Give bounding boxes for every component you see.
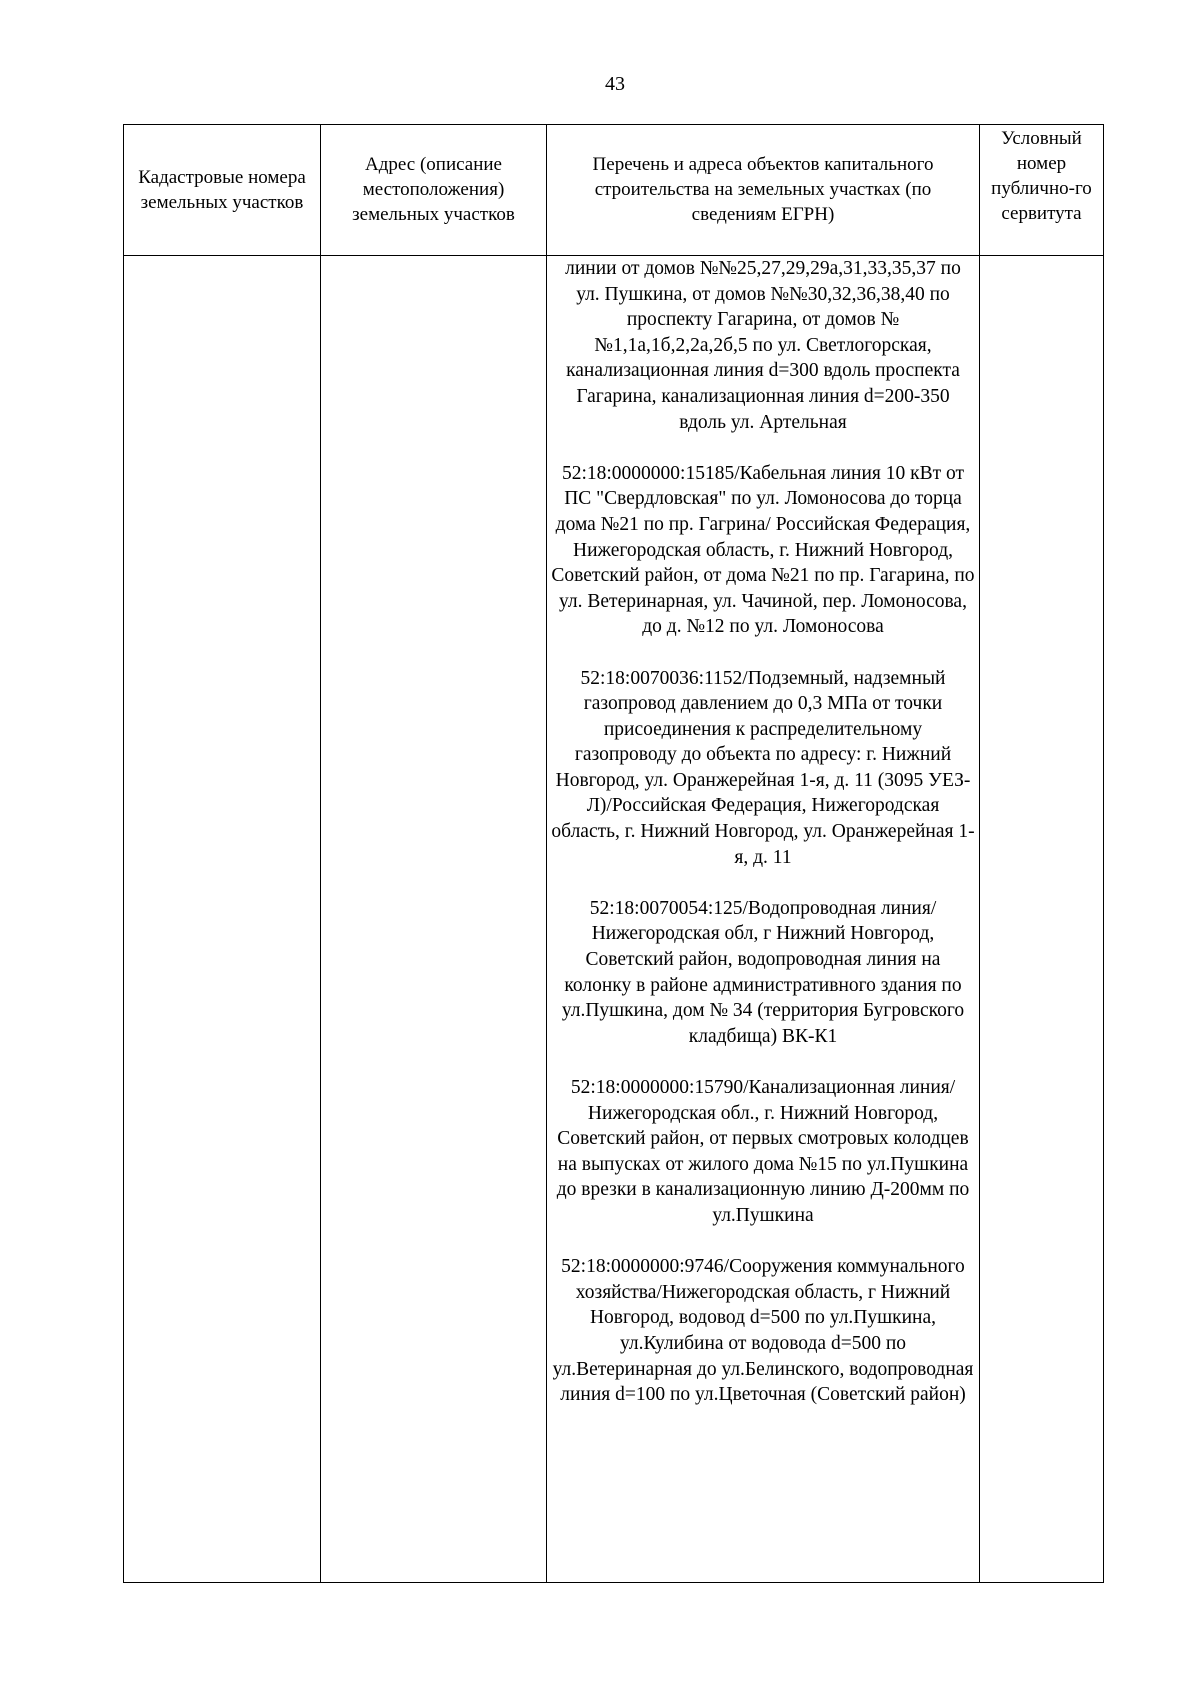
servitude-registry-table bbox=[123, 124, 1104, 1583]
page-number: 43 bbox=[605, 73, 625, 95]
header-cadastral-numbers bbox=[124, 125, 321, 256]
object-entry: 52:18:0000000:9746/Сооружения коммунального хозяйства/Нижегородская область, г Нижний Новгород, водовод d=500 по ул.Пушкина, ул.Кулибина от водовода d=500 по ул.Ветеринарная до ул.Белинского, водопроводная линия d=100 по ул.Цветочная (Советский район) bbox=[552, 1256, 974, 1406]
header-objects-label: Перечень и адреса объектов капитального строительства на земельных участках (по сведениям ЕГРН) bbox=[592, 154, 934, 225]
object-entry: 52:18:0070036:1152/Подземный, надземный газопровод давлением до 0,3 МПа от точки присоединения к распределительному газопроводу до объекта по адресу: г. Нижний Новгород, ул. Оранжерейная 1-я, д. 11 (3095 УЕЗ-Л)/Российская Федерация, Нижегородская область, г. Нижний Новгород, ул. Оранжерейная 1-я, д. 11 bbox=[551, 667, 975, 868]
object-entry: 52:18:0000000:15185/Кабельная линия 10 кВт от ПС "Свердловская" по ул. Ломоносова до торца дома №21 по пр. Гагрина/ Российская Федерация, Нижегородская область, г. Нижний Новгород, Советский район, от дома №21 по пр. Гагарина, по ул. Ветеринарная, ул. Чачиной, пер. Ломоносова, до д. №12 по ул. Ломоносова bbox=[551, 462, 975, 638]
header-objects bbox=[547, 125, 980, 256]
header-servitude-number bbox=[980, 125, 1104, 256]
table-header-row bbox=[124, 125, 1104, 256]
cell-objects bbox=[547, 256, 980, 1583]
cell-servitude-number bbox=[980, 256, 1104, 1583]
object-entry: 52:18:0070054:125/Водопроводная линия/Нижегородская обл, г Нижний Новгород, Советский район, водопроводная линия на колонку в районе административного здания по ул.Пушкина, дом № 34 (территория Бугровского кладбища) ВК-К1 bbox=[561, 897, 965, 1047]
header-servitude-number-label: Условный номер публично-го сервитута bbox=[991, 128, 1092, 224]
header-address bbox=[321, 125, 547, 256]
header-cadastral-numbers-label: Кадастровые номера земельных участков bbox=[138, 166, 306, 213]
cell-cadastral-numbers bbox=[124, 256, 321, 1583]
table-row bbox=[124, 256, 1104, 1583]
cell-address bbox=[321, 256, 547, 1583]
object-entry: 52:18:0000000:15790/Канализационная линия/Нижегородская обл., г. Нижний Новгород, Советский район, от первых смотровых колодцев на выпусках от жилого дома №15 по ул.Пушкина до врезки в канализационную линию Д-200мм по ул.Пушкина bbox=[556, 1077, 970, 1226]
object-entry: линии от домов №№25,27,29,29а,31,33,35,37 по ул. Пушкина, от домов №№30,32,36,38,40 по проспекту Гагарина, от домов №№1,1а,1б,2,2а,2б,5 по ул. Светлогорская, канализационная линия d=300 вдоль проспекта Гагарина, канализационная линия d=200-350 вдоль ул. Артельная bbox=[565, 258, 961, 433]
header-address-label: Адрес (описание местоположения) земельных участков bbox=[352, 154, 515, 225]
